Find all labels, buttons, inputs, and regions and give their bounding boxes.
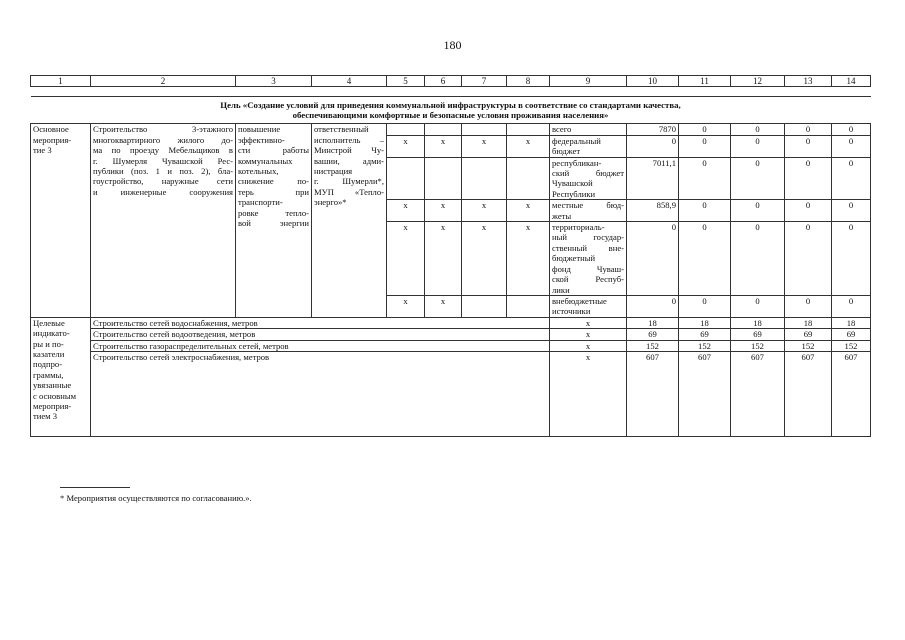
funding-source-line: бюджет: [552, 146, 581, 157]
program-table: [30, 75, 871, 437]
code-cell: х: [425, 222, 462, 296]
event-name-line: гоустройство, наружные сети: [93, 176, 233, 187]
indicator-value: 607: [832, 351, 871, 436]
code-cell: х: [387, 222, 425, 296]
event-goal-line: транспорти-: [238, 197, 283, 208]
funding-value: 0: [679, 124, 731, 135]
spacer-row: [31, 87, 871, 97]
indicators-label-line: казатели: [33, 348, 65, 359]
column-number: 10: [627, 76, 679, 87]
column-number: 4: [312, 76, 387, 87]
code-cell: [507, 295, 550, 317]
event-name-line: г. Шумерля Чувашской Рес-: [93, 155, 233, 166]
funding-source: [550, 124, 627, 135]
code-cell: х: [387, 135, 425, 157]
event-responsible-line: нистрация: [314, 166, 353, 177]
indicator-value: 18: [627, 317, 679, 328]
column-number: 9: [550, 76, 627, 87]
column-number: 6: [425, 76, 462, 87]
funding-value: 0: [679, 200, 731, 222]
funding-source-line: источники: [552, 306, 591, 317]
funding-source: [550, 135, 627, 157]
funding-source-line: ственный вне-: [552, 242, 624, 253]
column-number: 2: [91, 76, 236, 87]
funding-value: 0: [832, 157, 871, 200]
event-label-line: Основное: [33, 124, 69, 135]
event-goal-line: повышение: [238, 124, 281, 135]
funding-source-line: ный государ-: [552, 232, 624, 243]
code-cell: [387, 124, 425, 135]
event-responsible: [312, 124, 387, 317]
event-goal: [236, 124, 312, 317]
funding-value: 0: [832, 135, 871, 157]
funding-value: 0: [679, 157, 731, 200]
indicator-value: 152: [832, 340, 871, 351]
indicator-name: Строительство газораспределительных сетей, метров: [91, 340, 550, 351]
funding-source: [550, 222, 627, 296]
header-row: [31, 76, 871, 87]
funding-value: 0: [627, 135, 679, 157]
code-cell: х: [462, 135, 507, 157]
indicator-mark: х: [550, 340, 627, 351]
code-cell: [387, 157, 425, 200]
event-responsible-line: МУП «Тепло-: [314, 186, 384, 197]
code-cell: [507, 157, 550, 200]
indicator-row: [31, 351, 871, 436]
event-name-line: и инженерные сооружения: [93, 186, 233, 197]
funding-value: 0: [785, 295, 832, 317]
funding-source-line: внебюджетные: [552, 295, 607, 306]
indicator-value: 69: [679, 329, 731, 340]
code-cell: [425, 124, 462, 135]
event-name: [91, 124, 236, 317]
event-responsible-line: Минстрой Чу-: [314, 145, 384, 156]
funding-value: 0: [832, 295, 871, 317]
code-cell: [462, 295, 507, 317]
indicator-value: 152: [679, 340, 731, 351]
spacer-cell: [31, 87, 871, 97]
column-number: 3: [236, 76, 312, 87]
indicator-value: 18: [679, 317, 731, 328]
funding-source: [550, 157, 627, 200]
indicator-value: 69: [731, 329, 785, 340]
indicators-label-line: Целевые: [33, 317, 65, 328]
indicator-mark: х: [550, 317, 627, 328]
event-goal-line: коммунальных: [238, 155, 293, 166]
indicators-label-line: мероприя-: [33, 400, 72, 411]
funding-source-line: федеральный: [552, 135, 601, 146]
code-cell: х: [387, 295, 425, 317]
event-name-line: публики (поз. 1 и поз. 2), бла-: [93, 166, 233, 177]
column-number: 12: [731, 76, 785, 87]
indicator-row: [31, 340, 871, 351]
indicator-row: [31, 329, 871, 340]
funding-value: 0: [785, 157, 832, 200]
event-goal-line: эффективно-: [238, 134, 285, 145]
code-cell: х: [507, 135, 550, 157]
goal-row: [31, 97, 871, 124]
indicator-mark: х: [550, 351, 627, 436]
funding-source-line: всего: [552, 124, 572, 135]
funding-value: 0: [731, 124, 785, 135]
code-cell: [462, 124, 507, 135]
indicators-label-line: индикато-: [33, 328, 70, 339]
funding-value: 0: [731, 295, 785, 317]
funding-source-line: бюджетный: [552, 253, 596, 264]
indicator-value: 18: [832, 317, 871, 328]
indicators-label-line: с основным: [33, 390, 77, 401]
code-cell: х: [507, 200, 550, 222]
funding-value: 0: [679, 295, 731, 317]
funding-source-line: фонд Чуваш-: [552, 263, 624, 274]
indicator-name: Строительство сетей водоснабжения, метров: [91, 317, 550, 328]
indicator-value: 69: [627, 329, 679, 340]
funding-value: 0: [731, 157, 785, 200]
funding-source-line: республикан-: [552, 157, 602, 168]
code-cell: х: [425, 295, 462, 317]
indicator-value: 18: [731, 317, 785, 328]
indicator-value: 152: [627, 340, 679, 351]
funding-value: 0: [832, 124, 871, 135]
event-name-line: ма по проезду Мебельщиков в: [93, 145, 233, 156]
funding-value: 0: [785, 200, 832, 222]
funding-value: 0: [627, 222, 679, 296]
funding-value: 858,9: [627, 200, 679, 222]
code-cell: [462, 157, 507, 200]
indicator-name: Строительство сетей водоотведения, метров: [91, 329, 550, 340]
event-responsible-line: исполнитель –: [314, 134, 384, 145]
indicators-label-line: увязанные: [33, 380, 72, 391]
indicator-value: 607: [627, 351, 679, 436]
code-cell: [425, 157, 462, 200]
column-number: 7: [462, 76, 507, 87]
indicator-value: 18: [785, 317, 832, 328]
funding-row: [31, 124, 871, 135]
funding-value: 0: [785, 124, 832, 135]
code-cell: [507, 124, 550, 135]
funding-value: 0: [785, 222, 832, 296]
funding-value: 7011,1: [627, 157, 679, 200]
funding-value: 0: [627, 295, 679, 317]
funding-source: [550, 200, 627, 222]
indicators-label-line: подпро-: [33, 359, 63, 370]
funding-source-line: Чувашской: [552, 178, 593, 189]
event-goal-line: вой энергии: [238, 218, 309, 229]
event-label-line: тие 3: [33, 145, 52, 156]
footnote: * Мероприятия осуществляются по согласованию.».: [60, 493, 252, 503]
funding-value: 7870: [627, 124, 679, 135]
event-label: [31, 124, 91, 317]
indicator-mark: х: [550, 329, 627, 340]
event-goal-line: ровке тепло-: [238, 207, 309, 218]
indicator-value: 152: [785, 340, 832, 351]
indicator-row: [31, 317, 871, 328]
page-number: 180: [443, 38, 462, 52]
indicators-label-line: тием 3: [33, 411, 58, 422]
funding-value: 0: [785, 135, 832, 157]
funding-value: 0: [679, 222, 731, 296]
indicators-label-line: граммы,: [33, 369, 64, 380]
funding-source-line: местные бюд-: [552, 200, 624, 211]
indicators-label: [31, 317, 91, 436]
code-cell: х: [425, 200, 462, 222]
column-number: 5: [387, 76, 425, 87]
event-name-line: Строительство 3-этажного: [93, 124, 233, 135]
funding-value: 0: [679, 135, 731, 157]
funding-source-line: жеты: [552, 210, 572, 221]
funding-source-line: территориаль-: [552, 222, 605, 233]
funding-value: 0: [731, 200, 785, 222]
event-label-line: мероприя-: [33, 134, 72, 145]
column-number: 14: [832, 76, 871, 87]
indicator-value: 69: [785, 329, 832, 340]
indicator-value: 152: [731, 340, 785, 351]
event-goal-line: сти работы: [238, 145, 309, 156]
column-number: 1: [31, 76, 91, 87]
event-goal-line: котельных,: [238, 166, 279, 177]
event-goal-line: снижение по-: [238, 176, 309, 187]
event-goal-line: терь при: [238, 186, 309, 197]
funding-source-line: лики: [552, 284, 570, 295]
code-cell: х: [425, 135, 462, 157]
column-number: 13: [785, 76, 832, 87]
funding-source-line: Республики: [552, 188, 596, 199]
indicator-name: Строительство сетей электроснабжения, метров: [91, 351, 550, 436]
indicator-value: 607: [731, 351, 785, 436]
funding-source-line: ский бюджет: [552, 168, 624, 179]
event-responsible-line: энерго»*: [314, 197, 347, 208]
funding-value: 0: [832, 200, 871, 222]
indicator-value: 607: [679, 351, 731, 436]
code-cell: х: [507, 222, 550, 296]
event-responsible-line: ответственный: [314, 124, 369, 135]
code-cell: х: [387, 200, 425, 222]
indicator-value: 69: [832, 329, 871, 340]
column-number: 8: [507, 76, 550, 87]
goal-title-line: обеспечивающими комфортные и безопасные условия проживания населения»: [292, 110, 609, 121]
indicator-value: 607: [785, 351, 832, 436]
funding-source: [550, 295, 627, 317]
event-responsible-line: вашии, адми-: [314, 155, 384, 166]
funding-value: 0: [832, 222, 871, 296]
goal-title: [31, 97, 871, 124]
event-responsible-line: г. Шумерли*,: [314, 176, 384, 187]
goal-title-line: Цель «Создание условий для приведения коммунальной инфраструктуры в соответствие со стандартами качества,: [220, 99, 681, 110]
footnote-separator: [60, 487, 130, 488]
indicators-label-line: ры и по-: [33, 338, 64, 349]
code-cell: х: [462, 222, 507, 296]
funding-value: 0: [731, 135, 785, 157]
funding-value: 0: [731, 222, 785, 296]
column-number: 11: [679, 76, 731, 87]
funding-source-line: ской Респуб-: [552, 274, 624, 285]
code-cell: х: [462, 200, 507, 222]
event-name-line: многоквартирного жилого до-: [93, 134, 233, 145]
